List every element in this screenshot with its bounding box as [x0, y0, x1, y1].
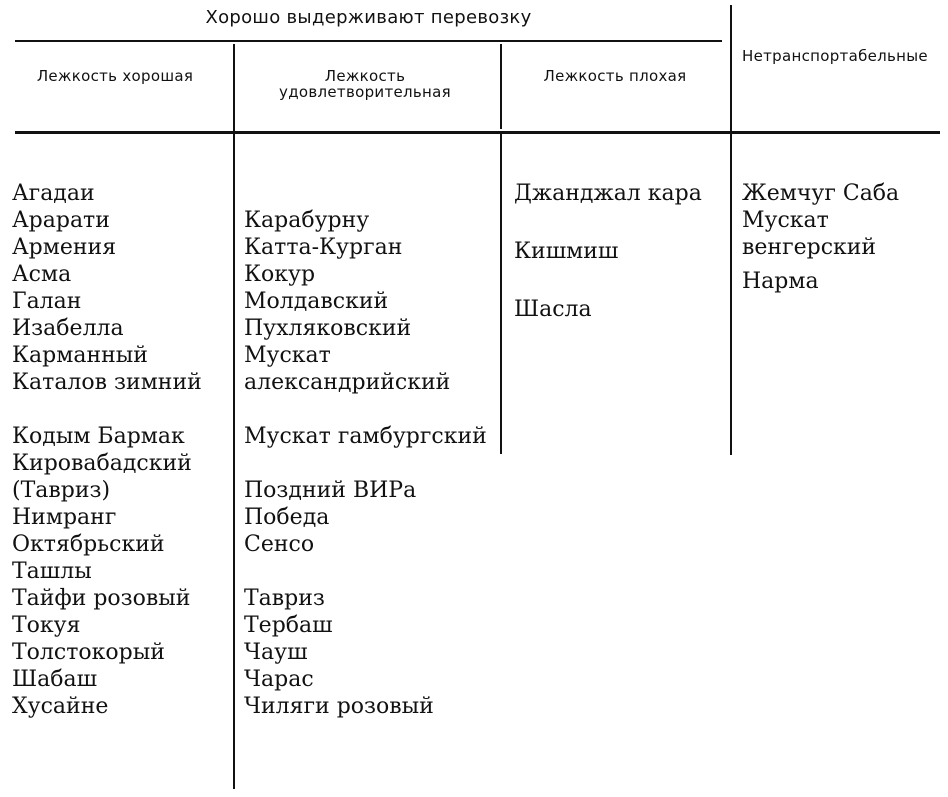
list-item: Шасла	[514, 297, 592, 322]
list-item: Мускат венгерский	[742, 208, 877, 260]
list-item: Чауш	[244, 640, 308, 665]
list-item: Токуя	[12, 613, 81, 638]
list-item: Тайфи розовый	[12, 586, 191, 611]
header-bottom-rule	[15, 131, 940, 134]
top-rule	[15, 40, 722, 42]
list-item: Кокур	[244, 262, 316, 287]
list-item: Кировабадский (Тавриз)	[12, 451, 192, 503]
list-item: Жемчуг Саба	[742, 181, 900, 206]
list-item: Мускат гамбургский	[244, 424, 487, 449]
list-item: Каталов зимний	[12, 370, 202, 395]
divider-2	[500, 44, 502, 129]
list-item: Чиляги розовый	[244, 694, 434, 719]
list-item: Галан	[12, 289, 82, 314]
list-item: Арарати	[12, 208, 110, 233]
list-item: Шабаш	[12, 667, 98, 692]
list-item: Тербаш	[244, 613, 333, 638]
divider-2-lower	[500, 134, 502, 454]
list-item: Сенсо	[244, 532, 315, 557]
col2-list	[244, 207, 494, 720]
list-item: Изабелла	[12, 316, 124, 341]
list-item: Толстокорый	[12, 640, 165, 665]
list-item: Мускат александрийский	[244, 343, 451, 395]
group-header: Хорошо выдерживают перевозку	[205, 7, 532, 28]
col2-header: Лежкость удовлетворительная	[279, 67, 451, 101]
list-item: Джанджал кара	[514, 181, 702, 206]
list-item: Чарас	[244, 667, 314, 692]
divider-1	[233, 44, 235, 789]
col1-list	[12, 180, 227, 720]
list-item: Тавриз	[244, 586, 325, 611]
col1-header: Лежкость хорошая	[36, 67, 194, 85]
list-item: Ташлы	[12, 559, 92, 584]
col3-header: Лежкость плохая	[543, 67, 687, 85]
list-item: Нарма	[742, 269, 819, 294]
list-item: Хусайне	[12, 694, 109, 719]
list-item: Победа	[244, 505, 330, 530]
list-item: Кишмиш	[514, 239, 619, 264]
list-item: Карманный	[12, 343, 148, 368]
list-item: Нимранг	[12, 505, 117, 530]
list-item: Пухляковский	[244, 316, 412, 341]
list-item: Армения	[12, 235, 117, 260]
list-item: Карабурну	[244, 208, 370, 233]
list-item: Катта-Курган	[244, 235, 403, 260]
list-item: Поздний ВИРа	[244, 478, 417, 503]
divider-3	[730, 5, 732, 455]
col3-list	[514, 180, 729, 323]
col4-list	[742, 180, 942, 295]
list-item: Молдавский	[244, 289, 389, 314]
list-item: Октябрьский	[12, 532, 165, 557]
list-item: Асма	[12, 262, 72, 287]
list-item: Агадаи	[12, 181, 95, 206]
list-item: Кодым Бармак	[12, 424, 185, 449]
col4-header: Нетранспортабельные	[742, 47, 928, 65]
